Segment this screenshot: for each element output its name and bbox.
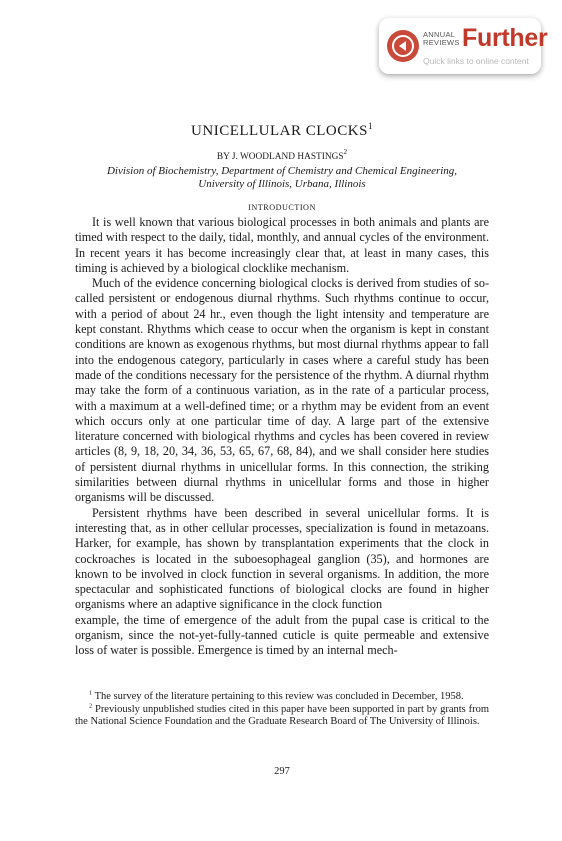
body-paragraph: It is well known that various biological processes in both animals and plants are timed with respect to the daily, tidal, monthly, and annual cycles of the environment. In recent years it has become increasingly clear that, at least in many cases, this timing is achieved by a biological clocklike mechanism. — [75, 215, 489, 275]
section-heading: INTRODUCTION — [248, 203, 316, 212]
badge-subtitle: Quick links to online content — [423, 56, 529, 66]
play-back-icon — [387, 30, 419, 62]
footnote: $^1$ The survey of the literature pertaining to this review was concluded in December, 1958. — [89, 689, 464, 702]
title-footnote-mark: 1 — [367, 121, 373, 131]
author-footnote-mark: 2 — [343, 148, 348, 156]
body-paragraph: Much of the evidence concerning biological clocks is derived from studies of so-called persistent or endogenous diurnal rhythms. Such rhythms continue to occur, with a period of about 24 hr., even though the light intensity and temperature are kept constant. Rhythms which cease to occur when the organism is kept in constant conditions are known as exogenous rhythms, but most diurnal rhythms appear to fall into the endogenous category, particularly in cases where a careful study has been made of the conditions necessary for the persistence of the rhythm. A diurnal rhythm may take the form of a continuous variation, as in the rate of a particular process, with a maximum at a well-defined time; or a rhythm may be evident from an event which occurs only at one particular time of day. A large part of the extensive literature concerned with biological rhythms and cycles has been covered in review articles (8, 9, 18, 20, 34, 36, 53, 65, 67, 68, 84), and we shall consider here studies of persistent diurnal rhythms in unicellular forms. In this connection, the striking similarities between diurnal rhythms in unicellular forms and those in higher organisms will be discussed. — [75, 276, 489, 505]
article-body — [75, 215, 489, 659]
page-number: 297 — [274, 766, 290, 777]
article-title: UNICELLULAR CLOCKS$^1$ — [191, 121, 373, 139]
body-paragraph: example, the time of emergence of the adult from the pupal case is critical to the organism, since the not-yet-fully-tanned cuticle is quite permeable and extensive loss of water is possible. Emergence is timed by an internal mech- — [75, 612, 489, 658]
article-author: BY J. WOODLAND HASTINGS$^2$ — [216, 148, 348, 162]
annual-reviews-further-badge[interactable] — [379, 18, 548, 74]
badge-title: Further — [462, 24, 548, 52]
author-affiliation: Division of Biochemistry, Department of Chemistry and Chemical Engineering, University of Illinois, Urbana, Illinois — [106, 165, 458, 190]
badge-publisher-label: ANNUAL REVIEWS — [423, 30, 460, 47]
footnotes — [75, 691, 489, 729]
footnote: $^2$ Previously unpublished studies cited in this paper have been supported in part by grants from the National Science Foundation and the Graduate Research Board of The University of Illinois. — [75, 702, 489, 728]
body-paragraph: Persistent rhythms have been described in several unicellular forms. It is interesting that, as in other cellular processes, specialization is found in metazoans. Harker, for example, has shown by transplantation experiments that the clock in cockroaches is located in the suboesophageal ganglion (35), and hormones are known to be involved in clock function in several organisms. In addition, the more spectacular and sophisticated functions of biological clocks are found in higher organisms where an adaptive significance in the clock function — [75, 505, 489, 612]
